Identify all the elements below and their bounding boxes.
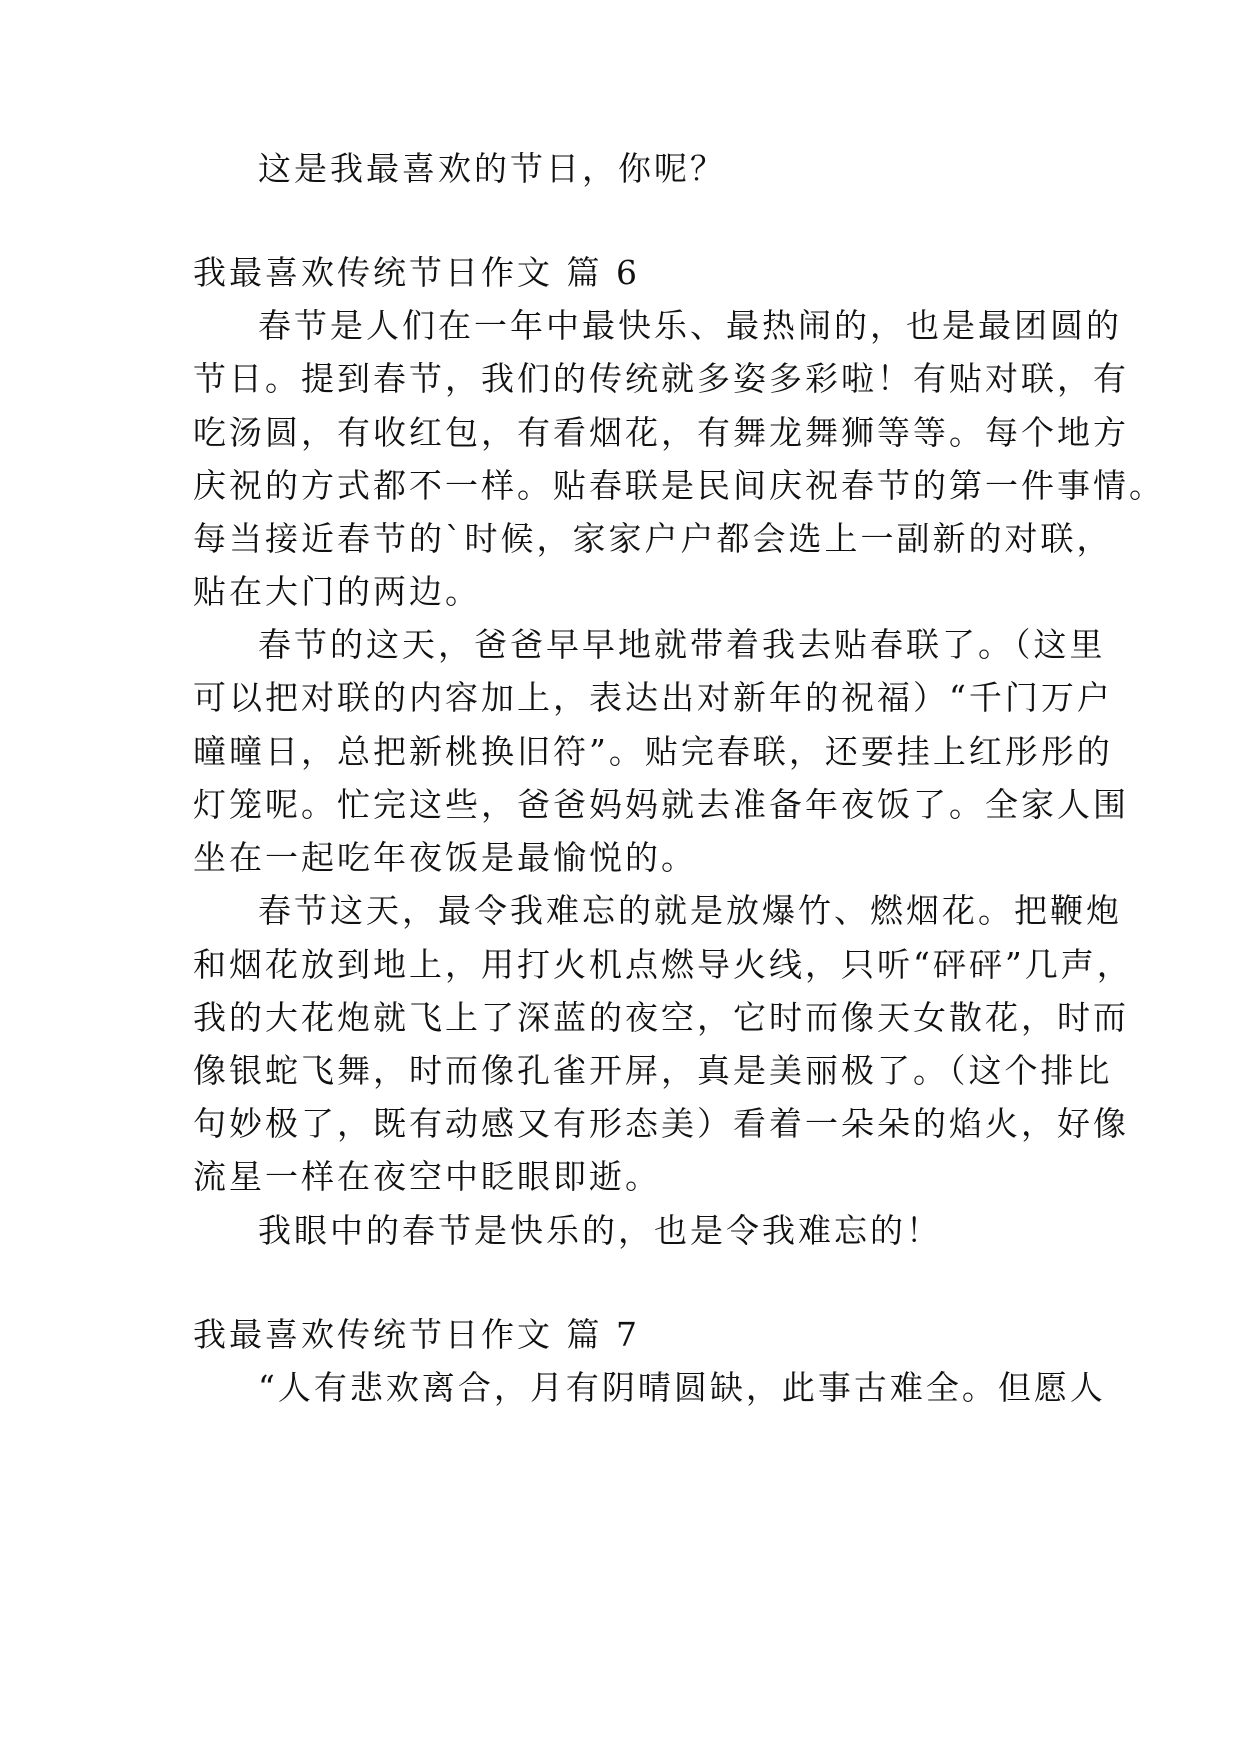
paragraph-line: 可以把对联的内容加上，表达出对新年的祝福）“千门万户 [193, 678, 1113, 717]
paragraph-line: 我眼中的春节是快乐的，也是令我难忘的！ [258, 1211, 942, 1250]
paragraph-line: 坐在一起吃年夜饭是最愉悦的。 [193, 838, 697, 877]
paragraph-line: 和烟花放到地上，用打火机点燃导火线，只听“砰砰”几声， [193, 945, 1133, 984]
paragraph-line: “人有悲欢离合，月有阴晴圆缺，此事古难全。但愿人 [258, 1368, 1106, 1407]
paragraph-line: 灯笼呢。忙完这些，爸爸妈妈就去准备年夜饭了。全家人围 [193, 785, 1129, 824]
paragraph-line: 贴在大门的两边。 [193, 572, 481, 611]
paragraph-line: 句妙极了，既有动感又有形态美）看着一朵朵的焰火，好像 [193, 1104, 1129, 1143]
paragraph-line: 春节是人们在一年中最快乐、最热闹的，也是最团圆的 [258, 306, 1122, 345]
paragraph-line: 庆祝的方式都不一样。贴春联是民间庆祝春节的第一件事情。 [193, 466, 1165, 505]
paragraph-line: 春节的这天，爸爸早早地就带着我去贴春联了。（这里 [258, 625, 1106, 664]
section-heading: 我最喜欢传统节日作文 篇 6 [193, 253, 640, 292]
paragraph-line: 像银蛇飞舞，时而像孔雀开屏，真是美丽极了。（这个排比 [193, 1051, 1113, 1090]
paragraph-line: 吃汤圆，有收红包，有看烟花，有舞龙舞狮等等。每个地方 [193, 413, 1129, 452]
paragraph-line: 每当接近春节的`时候，家家户户都会选上一副新的对联， [193, 519, 1113, 558]
paragraph-line: 曈曈日，总把新桃换旧符”。贴完春联，还要挂上红彤彤的 [193, 732, 1113, 771]
paragraph-line: 这是我最喜欢的节日，你呢？ [258, 149, 726, 188]
paragraph-line: 春节这天，最令我难忘的就是放爆竹、燃烟花。把鞭炮 [258, 891, 1122, 930]
paragraph-line: 节日。提到春节，我们的传统就多姿多彩啦！有贴对联，有 [193, 359, 1129, 398]
paragraph-line: 流星一样在夜空中眨眼即逝。 [193, 1157, 661, 1196]
paragraph-line: 我的大花炮就飞上了深蓝的夜空，它时而像天女散花，时而 [193, 998, 1129, 1037]
section-heading: 我最喜欢传统节日作文 篇 7 [193, 1315, 640, 1354]
